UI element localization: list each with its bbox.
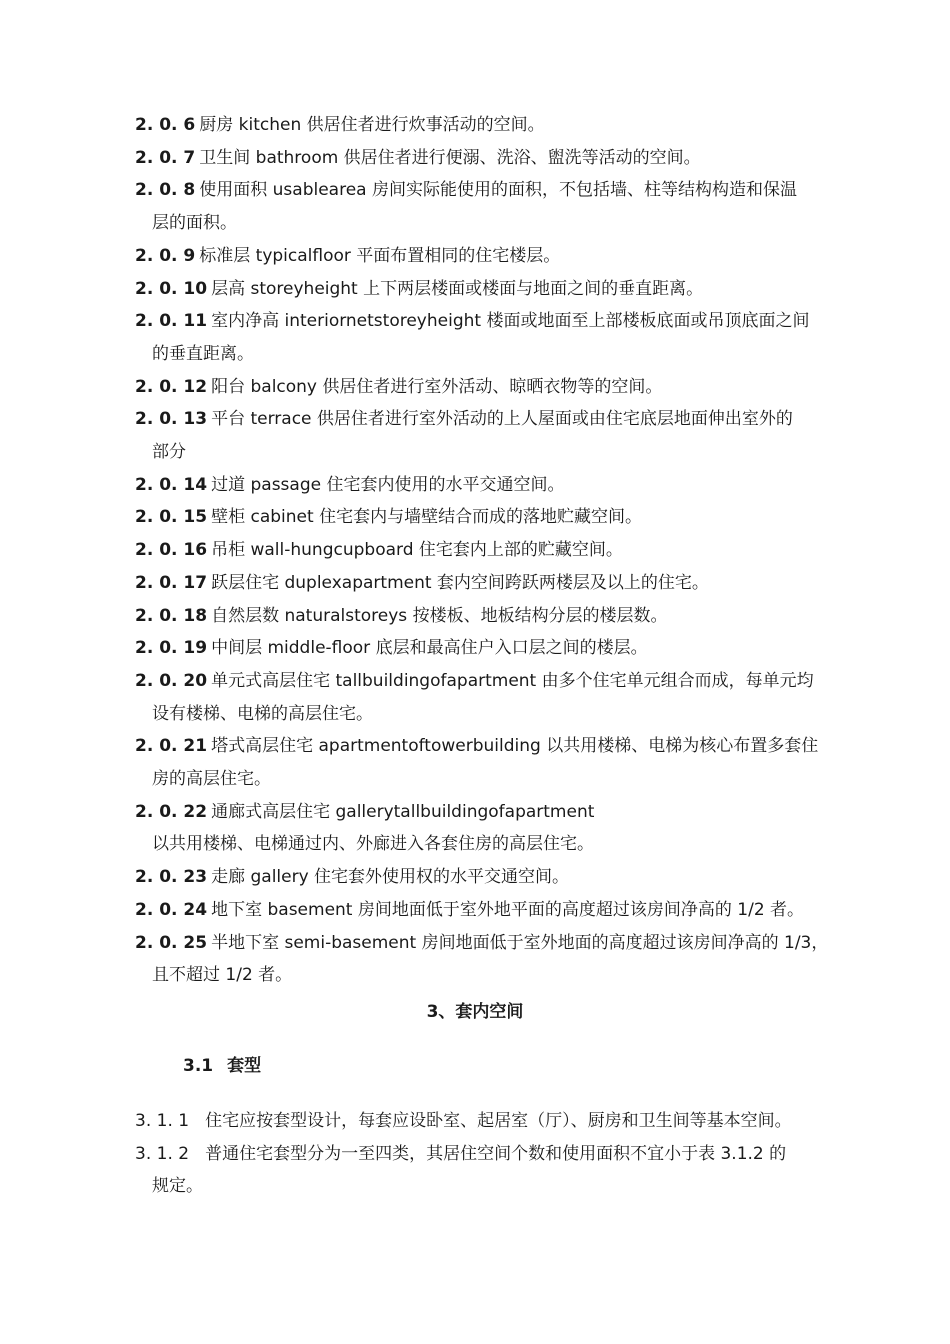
term-entry-text: 自然层数 naturalstoreys 按楼板、地板结构分层的楼层数。 bbox=[211, 605, 668, 626]
term-entry-text: 通廊式高层住宅 gallerytallbuildingofapartment bbox=[211, 801, 595, 822]
term-entry bbox=[135, 371, 835, 404]
term-entry-number: 2. 0. 8 bbox=[135, 180, 196, 201]
term-entry-text: 卫生间 bathroom 供居住者进行便溺、洗浴、盥洗等活动的空间。 bbox=[199, 147, 701, 168]
term-entry-number: 2. 0. 9 bbox=[135, 245, 196, 266]
clause-entry-number: 3. 1. 2 bbox=[135, 1143, 190, 1164]
section-number: 3.1 bbox=[183, 1056, 214, 1076]
clause-entry bbox=[135, 1105, 835, 1138]
term-entry bbox=[135, 403, 835, 468]
term-entry-text: 厨房 kitchen 供居住者进行炊事活动的空间。 bbox=[199, 115, 545, 135]
term-entry bbox=[135, 665, 835, 730]
chapter-heading: 3、套内空间 bbox=[426, 1002, 524, 1022]
terms-list bbox=[135, 109, 835, 992]
term-entry-continuation: 部分 bbox=[152, 442, 186, 463]
term-entry-text: 室内净高 interiornetstoreyheight 楼面或地面至上部楼板底面或吊顶底面之间 bbox=[211, 311, 810, 332]
term-entry-number: 2. 0. 10 bbox=[135, 278, 208, 299]
term-entry bbox=[135, 894, 835, 927]
term-entry-number: 2. 0. 20 bbox=[135, 670, 208, 691]
term-entry-text: 跃层住宅 duplexapartment 套内空间跨跃两楼层及以上的住宅。 bbox=[211, 572, 709, 593]
term-entry bbox=[135, 796, 835, 861]
term-entry-text: 单元式高层住宅 tallbuildingofapartment 由多个住宅单元组合而成，每单元均 bbox=[211, 670, 814, 691]
term-entry bbox=[135, 305, 835, 370]
clause-entry-text: 普通住宅套型分为一至四类，其居住空间个数和使用面积不宜小于表 3.1.2 的 bbox=[205, 1143, 787, 1164]
term-entry-number: 2. 0. 13 bbox=[135, 409, 208, 430]
term-entry-text: 使用面积 usablearea 房间实际能使用的面积，不包括墙、柱等结构构造和保温 bbox=[199, 180, 797, 201]
term-entry-text: 地下室 basement 房间地面低于室外地平面的高度超过该房间净高的 1/2 者。 bbox=[211, 899, 805, 920]
term-entry bbox=[135, 861, 835, 894]
term-entry bbox=[135, 273, 835, 306]
term-entry-number: 2. 0. 21 bbox=[135, 736, 208, 757]
clauses-list bbox=[135, 1105, 835, 1203]
term-entry-number: 2. 0. 12 bbox=[135, 376, 208, 397]
term-entry-text: 中间层 middle-floor 底层和最高住户入口层之间的楼层。 bbox=[211, 638, 648, 659]
term-entry-number: 2. 0. 7 bbox=[135, 147, 196, 168]
term-entry bbox=[135, 927, 835, 992]
term-entry-number: 2. 0. 22 bbox=[135, 801, 208, 822]
term-entry bbox=[135, 567, 835, 600]
term-entry-text: 过道 passage 住宅套内使用的水平交通空间。 bbox=[211, 474, 565, 495]
term-entry bbox=[135, 469, 835, 502]
term-entry-continuation: 设有楼梯、电梯的高层住宅。 bbox=[152, 703, 373, 724]
term-entry bbox=[135, 142, 835, 175]
clause-entry-number: 3. 1. 1 bbox=[135, 1111, 190, 1131]
term-entry bbox=[135, 501, 835, 534]
term-entry-number: 2. 0. 15 bbox=[135, 507, 208, 528]
clause-entry-text: 住宅应按套型设计，每套应设卧室、起居室（厅）、厨房和卫生间等基本空间。 bbox=[205, 1111, 792, 1131]
clause-entry bbox=[135, 1138, 835, 1203]
term-entry bbox=[135, 730, 835, 795]
clause-entry-continuation: 规定。 bbox=[152, 1176, 203, 1197]
term-entry bbox=[135, 600, 835, 633]
term-entry-text: 走廊 gallery 住宅套外使用权的水平交通空间。 bbox=[211, 867, 570, 888]
term-entry-text: 层高 storeyheight 上下两层楼面或楼面与地面之间的垂直距离。 bbox=[211, 278, 704, 299]
term-entry-number: 2. 0. 23 bbox=[135, 867, 208, 888]
term-entry bbox=[135, 174, 835, 239]
term-entry-continuation: 且不超过 1/2 者。 bbox=[152, 965, 293, 986]
term-entry-continuation: 层的面积。 bbox=[152, 213, 237, 234]
term-entry-number: 2. 0. 14 bbox=[135, 474, 208, 495]
term-entry-number: 2. 0. 11 bbox=[135, 311, 208, 332]
term-entry-text: 阳台 balcony 供居住者进行室外活动、晾晒衣物等的空间。 bbox=[211, 376, 663, 397]
term-entry-number: 2. 0. 24 bbox=[135, 899, 208, 920]
section-title: 套型 bbox=[227, 1056, 262, 1076]
term-entry-text: 标准层 typicalfloor 平面布置相同的住宅楼层。 bbox=[199, 245, 561, 266]
term-entry-number: 2. 0. 6 bbox=[135, 115, 196, 135]
term-entry-number: 2. 0. 17 bbox=[135, 572, 208, 593]
term-entry-text: 平台 terrace 供居住者进行室外活动的上人屋面或由住宅底层地面伸出室外的 bbox=[211, 409, 793, 430]
term-entry-continuation: 房的高层住宅。 bbox=[152, 769, 271, 790]
term-entry-text: 塔式高层住宅 apartmentoftowerbuilding 以共用楼梯、电梯为核心布置多套住 bbox=[211, 736, 819, 757]
section-heading bbox=[183, 1050, 261, 1082]
term-entry-text: 吊柜 wall-hungcupboard 住宅套内上部的贮藏空间。 bbox=[211, 540, 623, 561]
term-entry-number: 2. 0. 25 bbox=[135, 932, 208, 953]
term-entry-continuation: 以共用楼梯、电梯通过内、外廊进入各套住房的高层住宅。 bbox=[152, 834, 594, 855]
term-entry-continuation: 的垂直距离。 bbox=[152, 343, 254, 364]
term-entry bbox=[135, 534, 835, 567]
term-entry bbox=[135, 240, 835, 273]
term-entry-number: 2. 0. 18 bbox=[135, 605, 208, 626]
term-entry-number: 2. 0. 16 bbox=[135, 540, 208, 561]
term-entry bbox=[135, 109, 835, 142]
term-entry-text: 壁柜 cabinet 住宅套内与墙壁结合而成的落地贮藏空间。 bbox=[211, 507, 643, 528]
term-entry bbox=[135, 632, 835, 665]
term-entry-number: 2. 0. 19 bbox=[135, 638, 208, 659]
term-entry-text: 半地下室 semi-basement 房间地面低于室外地面的高度超过该房间净高的 1/3， bbox=[211, 932, 829, 953]
